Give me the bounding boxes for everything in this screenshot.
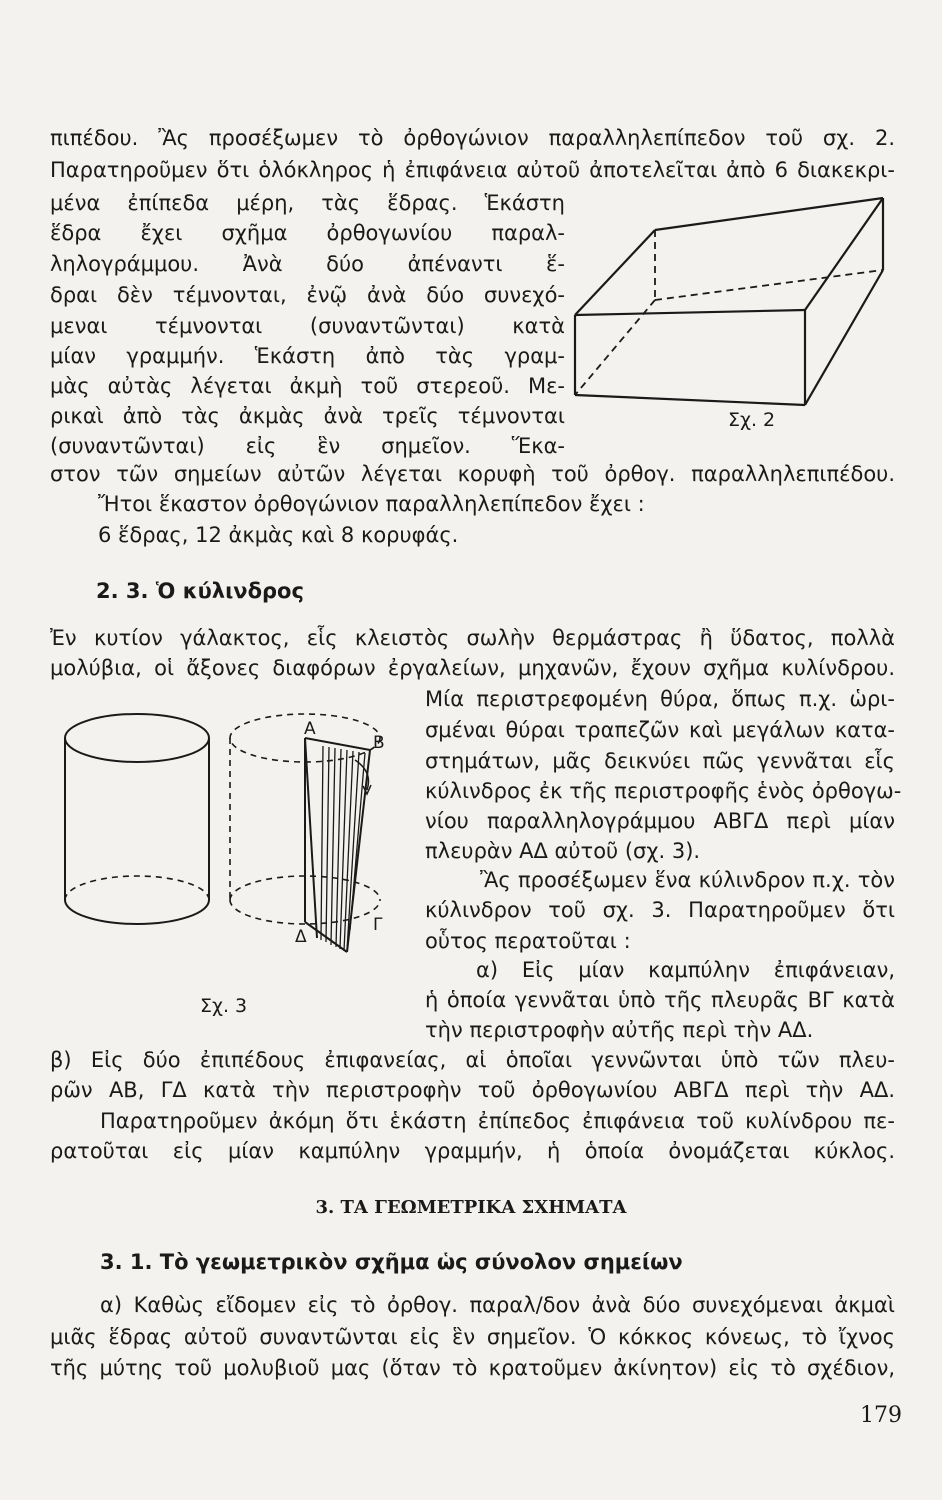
text-line: κύλινδρος ἐκ τῆς περιστροφῆς ἑνὸς ὀρθογω- xyxy=(425,779,902,803)
text-line: ρῶν ΑΒ, ΓΔ κατὰ τὴν περιστροφὴν τοῦ ὀρθογωνίου ΑΒΓΔ περὶ τὴν ΑΔ. xyxy=(50,1078,895,1102)
text-line: ληλογράμμου. Ἀνὰ δύο ἀπέναντι ἕ- xyxy=(50,252,565,276)
text-line: 6 ἕδρας, 12 ἀκμὰς καὶ 8 κορυφάς. xyxy=(98,523,459,547)
text-line: Ἐν κυτίον γάλακτος, εἷς κλειστὸς σωλὴν θερμάστρας ἢ ὕδατος, πολλὰ xyxy=(50,626,895,650)
text-line: μεναι τέμνονται (συναντῶνται) κατὰ xyxy=(50,314,565,338)
text-line: Ἂς προσέξωμεν ἕνα κύλινδρον π.χ. τὸν xyxy=(480,868,895,892)
text-line: τὴν περιστροφὴν αὐτῆς περὶ τὴν ΑΔ. xyxy=(425,1018,814,1042)
text-line: ἕδρα ἔχει σχῆμα ὀρθογωνίου παραλ- xyxy=(50,221,565,245)
text-line: α) Εἰς μίαν καμπύλην ἐπιφάνειαν, xyxy=(476,958,895,982)
figure-3-caption: Σχ. 3 xyxy=(200,995,248,1017)
chapter-heading: 3. ΤΑ ΓΕΩΜΕΤΡΙΚΑ ΣΧΗΜΑΤΑ xyxy=(315,1197,627,1218)
vertex-label-b: Β xyxy=(373,733,385,753)
figure-2-box xyxy=(565,190,885,420)
text-line: α) Καθὼς εἴδομεν εἰς τὸ ὀρθογ. παραλ/δον ἀνὰ δύο συνεχόμεναι ἀκμαὶ xyxy=(100,1293,895,1317)
text-line: Μία περιστρεφομένη θύρα, ὅπως π.χ. ὡρι- xyxy=(425,687,895,711)
text-line: στον τῶν σημείων αὐτῶν λέγεται κορυφὴ τοῦ ὀρθογ. παραλληλεπιπέδου. xyxy=(50,462,895,486)
text-line: μολύβια, οἱ ἄξονες διαφόρων ἐργαλείων, μηχανῶν, ἔχουν σχῆμα κυλίνδρου. xyxy=(50,656,895,680)
vertex-label-g: Γ xyxy=(373,915,383,935)
section-heading-2-3: 2. 3. Ὁ κύλινδρος xyxy=(96,579,304,603)
text-line: ρικαὶ ἀπὸ τὰς ἀκμὰς ἀνὰ τρεῖς τέμνονται xyxy=(50,404,565,428)
text-line: δραι δὲν τέμνονται, ἐνῷ ἀνὰ δύο συνεχό- xyxy=(50,283,565,307)
text-line: μένα ἐπίπεδα μέρη, τὰς ἕδρας. Ἑκάστη xyxy=(50,191,565,215)
text-line: μιᾶς ἕδρας αὐτοῦ συναντῶνται εἰς ἓν σημεῖον. Ὁ κόκκος κόνεως, τὸ ἴχνος xyxy=(50,1325,895,1349)
vertex-label-d: Δ xyxy=(295,927,307,947)
text-line: πιπέδου. Ἂς προσέξωμεν τὸ ὀρθογώνιον παραλληλεπίπεδον τοῦ σχ. 2. xyxy=(50,126,895,150)
text-line: Παρατηροῦμεν ἀκόμη ὅτι ἑκάστη ἐπίπεδος ἐπιφάνεια τοῦ κυλίνδρου πε- xyxy=(100,1109,895,1133)
text-line: Παρατηροῦμεν ὅτι ὁλόκληρος ἡ ἐπιφάνεια αὐτοῦ ἀποτελεῖται ἀπὸ 6 διακεκρι- xyxy=(50,158,895,182)
figure-2-caption: Σχ. 2 xyxy=(728,409,776,431)
text-line: τῆς μύτης τοῦ μολυβιοῦ μας (ὅταν τὸ κρατοῦμεν ἀκίνητον) εἰς τὸ σχέδιον, xyxy=(50,1356,895,1380)
figure-3-cylinders xyxy=(55,690,415,990)
vertex-label-a: Α xyxy=(304,719,316,739)
text-line: νίου παραλληλογράμμου ΑΒΓΔ περὶ μίαν xyxy=(425,809,895,833)
text-line: στημάτων, μᾶς δεικνύει πῶς γεννᾶται εἷς xyxy=(425,749,895,773)
text-line: πλευρὰν ΑΔ αὐτοῦ (σχ. 3). xyxy=(425,839,701,863)
text-line: ρατοῦται εἰς μίαν καμπύλην γραμμήν, ἡ ὁποία ὀνομάζεται κύκλος. xyxy=(50,1139,895,1163)
text-line: μίαν γραμμήν. Ἑκάστη ἀπὸ τὰς γραμ- xyxy=(50,344,565,368)
text-line: β) Εἰς δύο ἐπιπέδους ἐπιφανείας, αἱ ὁποῖαι γεννῶνται ὑπὸ τῶν πλευ- xyxy=(50,1048,895,1072)
text-line: σμέναι θύραι τραπεζῶν καὶ μεγάλων κατα- xyxy=(425,718,895,742)
page-number: 179 xyxy=(860,1403,902,1428)
text-line: μὰς αὐτὰς λέγεται ἀκμὴ τοῦ στερεοῦ. Με- xyxy=(50,374,565,398)
text-line: (συναντῶνται) εἰς ἓν σημεῖον. Ἕκα- xyxy=(50,434,565,458)
text-line: κύλινδρον τοῦ σχ. 3. Παρατηροῦμεν ὅτι xyxy=(425,898,895,922)
section-heading-3-1: 3. 1. Τὸ γεωμετρικὸν σχῆμα ὡς σύνολον σημείων xyxy=(100,1250,683,1274)
text-line: Ἤτοι ἕκαστον ὀρθογώνιον παραλληλεπίπεδον ἔχει : xyxy=(98,492,645,516)
text-line: ἡ ὁποία γεννᾶται ὑπὸ τῆς πλευρᾶς ΒΓ κατὰ xyxy=(425,988,895,1012)
text-line: οὗτος περατοῦται : xyxy=(425,929,631,953)
